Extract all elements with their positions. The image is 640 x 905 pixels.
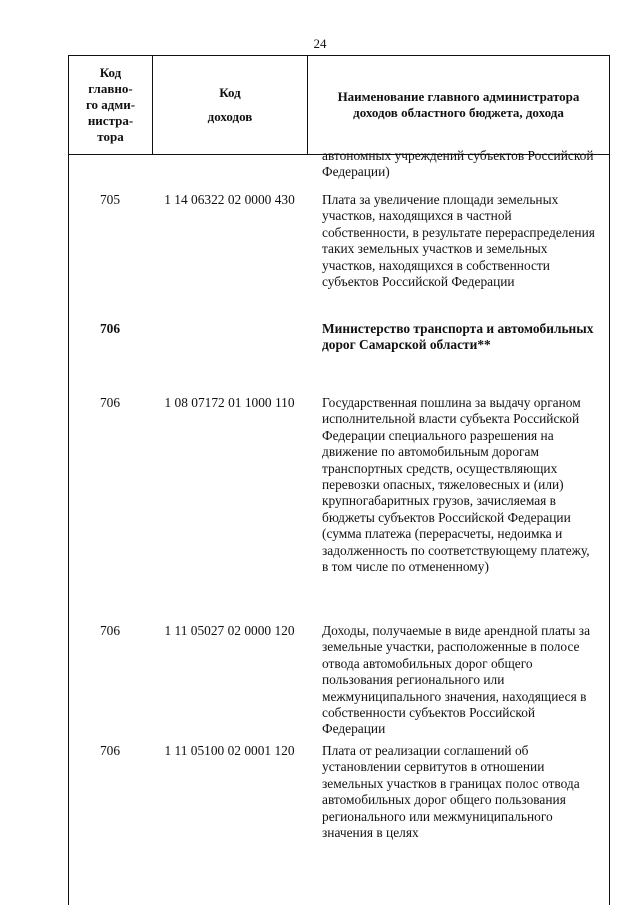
row-admin-code: 706 [99, 395, 121, 410]
row-income-code: 1 14 06322 02 0000 430 [164, 192, 295, 207]
row-admin-code: 706 [99, 743, 121, 758]
table-row [68, 192, 610, 321]
row-name: Плата от реализации соглашений об установлении сервитутов в отношении земельных участков в границах полос отвода автомобильных дорог общего пользования регионального или межмуниципального значения в целях [322, 743, 580, 841]
row-income-code: 1 08 07172 01 1000 110 [164, 395, 295, 410]
row-name: Плата за увеличение площади земельных участков, находящихся в частной собственности, в результате перераспределения таких земельных участков и земельных участков, находящихся в собственности субъектов Российской Федерации [322, 192, 595, 290]
row-income-code: 1 11 05100 02 0001 120 [164, 743, 295, 758]
row-income-code [152, 148, 307, 192]
row-admin-code: 706 [99, 321, 121, 336]
row-admin-code [68, 148, 152, 192]
table-row [68, 395, 610, 623]
row-name: автономных учреждений субъектов Российской Федерации) [322, 148, 594, 180]
revenue-table [68, 55, 610, 155]
header-income-code: Код доходов [153, 56, 308, 154]
row-admin-code: 705 [99, 192, 121, 207]
table-row [68, 743, 610, 853]
row-income-code: 1 11 05027 02 0000 120 [164, 623, 295, 638]
table-row [68, 148, 610, 192]
header-name: Наименование главного администратора доходов областного бюджета, дохода [337, 89, 580, 120]
page-number: 24 [313, 36, 327, 51]
row-name: Государственная пошлина за выдачу органом исполнительной власти субъекта Российской Федерации специального разрешения на движение по автомобильным дорогам транспортных средств, осуществляющих перевозки опасных, тяжеловесных и (или) крупногабаритных грузов, зачисляемая в бюджеты субъектов Российской Федерации (сумма платежа (перерасчеты, недоимка и задолженность по соответствующему платежу, в том числе по отмененному) [322, 395, 590, 575]
row-name: Доходы, получаемые в виде арендной платы за земельные участки, расположенные в полосе отвода автомобильных дорог общего пользования регионального или межмуниципального значения, находящиеся в собственности субъектов Российской Федерации [322, 623, 591, 737]
row-income-code [152, 321, 307, 395]
table-row [68, 623, 610, 743]
header-admin-code: Код главно- го адми- нистра- тора [69, 56, 153, 154]
table-body [68, 148, 610, 853]
table-header [68, 55, 610, 155]
row-admin-code: 706 [99, 623, 121, 638]
row-name: Министерство транспорта и автомобильных дорог Самарской области** [322, 321, 594, 353]
table-row [68, 321, 610, 395]
